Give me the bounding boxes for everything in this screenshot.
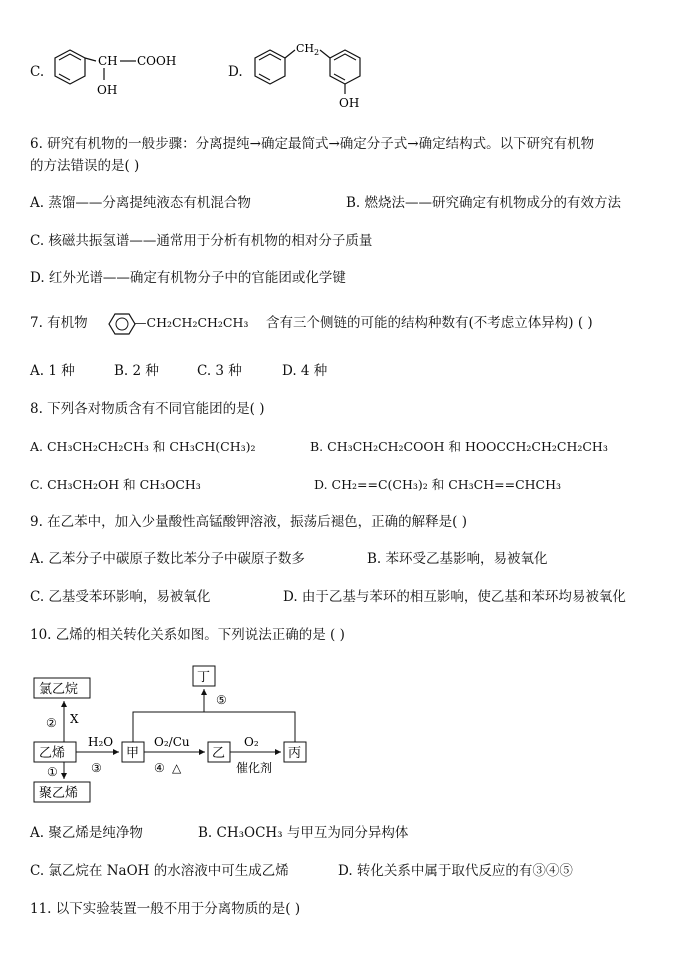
ding-label: 丁 xyxy=(197,670,211,685)
heat-label: △ xyxy=(172,761,182,775)
q7-stem-suffix: 含有三个侧链的可能的结构种数有(不考虑立体异构) ( ) xyxy=(266,315,593,331)
mandelic-acid-structure xyxy=(50,38,190,100)
step2-label: ② xyxy=(46,716,57,730)
ch2-label: $CH_2$ xyxy=(296,42,320,57)
q6-stem-line1: 6. 研究有机物的一般步骤：分离提纯→确定最简式→确定分子式→确定结构式。以下研究有机物 xyxy=(30,136,595,152)
q8-option-b: B. CH₃CH₂CH₂COOH 和 HOOCCH₂CH₂CH₂CH₃ xyxy=(310,439,608,454)
option-label: C. xyxy=(30,64,45,80)
q8-option-d: D. CH₂==C(CH₃)₂ 和 CH₃CH==CHCH₃ xyxy=(314,477,562,492)
o2-label: O₂ xyxy=(244,735,259,749)
q10-stem: 10. 乙烯的相关转化关系如图。下列说法正确的是 ( ) xyxy=(30,627,345,643)
q7-option-a: A. 1 种 xyxy=(30,363,75,379)
q6-option-c: C. 核磁共振氢谱——通常用于分析有机物的相对分子质量 xyxy=(30,233,373,249)
h2o-label: H₂O xyxy=(88,735,114,749)
step4-label: ④ xyxy=(154,761,165,775)
ch-label: CH xyxy=(98,54,118,68)
step3-label: ③ xyxy=(91,761,102,775)
q11-stem: 11. 以下实验装置一般不用于分离物质的是( ) xyxy=(30,901,301,917)
option-label: D. xyxy=(228,64,243,80)
polyethylene-label: 聚乙烯 xyxy=(39,786,79,801)
q6-option-b: B. 燃烧法——研究确定有机物成分的有效方法 xyxy=(346,195,622,211)
q7-side-chain: —CH₂CH₂CH₂CH₃ xyxy=(134,315,249,330)
q6-stem-line2: 的方法错误的是( ) xyxy=(30,158,140,174)
oh-label: OH xyxy=(339,96,360,110)
q9-option-c: C. 乙基受苯环影响，易被氧化 xyxy=(30,589,211,605)
o2-cu-label: O₂/Cu xyxy=(154,735,190,749)
benzylphenol-structure xyxy=(250,34,390,112)
q10-option-a: A. 聚乙烯是纯净物 xyxy=(30,825,143,841)
ethylene-label: 乙烯 xyxy=(39,746,66,761)
q8-stem: 8. 下列各对物质含有不同官能团的是( ) xyxy=(30,401,265,417)
q10-option-b: B. CH₃OCH₃ 与甲互为同分异构体 xyxy=(198,825,409,841)
q9-option-d: D. 由于乙基与苯环的相互影响，使乙基和苯环均易被氧化 xyxy=(283,589,626,605)
q6-option-d: D. 红外光谱——确定有机物分子中的官能团或化学键 xyxy=(30,270,346,286)
q7-option-d: D. 4 种 xyxy=(282,363,328,379)
q7-option-b: B. 2 种 xyxy=(114,363,159,379)
q6-option-a: A. 蒸馏——分离提纯液态有机混合物 xyxy=(30,195,251,211)
yi-label: 乙 xyxy=(212,746,226,761)
reagent-x-label: X xyxy=(70,712,79,726)
q10-option-d: D. 转化关系中属于取代反应的有③④⑤ xyxy=(338,863,573,879)
step5-label: ⑤ xyxy=(216,693,227,707)
chloroethane-label: 氯乙烷 xyxy=(39,682,79,697)
q8-option-a: A. CH₃CH₂CH₂CH₃ 和 CH₃CH(CH₃)₂ xyxy=(30,439,256,454)
catalyst-label: 催化剂 xyxy=(236,761,273,775)
q7-option-c: C. 3 种 xyxy=(197,363,242,379)
oh-label: OH xyxy=(97,83,118,97)
q10-option-c: C. 氯乙烷在 NaOH 的水溶液中可生成乙烯 xyxy=(30,863,289,879)
q9-option-a: A. 乙苯分子中碳原子数比苯分子中碳原子数多 xyxy=(30,551,305,567)
q8-option-c: C. CH₃CH₂OH 和 CH₃OCH₃ xyxy=(30,477,201,492)
q7-prefix: 7. 有机物 xyxy=(30,315,88,331)
q9-stem: 9. 在乙苯中，加入少量酸性高锰酸钾溶液，振荡后褪色，正确的解释是( ) xyxy=(30,514,467,530)
ethylene-conversion-diagram xyxy=(30,660,330,808)
jia-label: 甲 xyxy=(126,746,140,761)
step1-label: ① xyxy=(47,765,58,779)
bing-label: 丙 xyxy=(288,746,302,761)
cooh-label: COOH xyxy=(137,54,177,68)
q9-option-b: B. 苯环受乙基影响，易被氧化 xyxy=(367,551,548,567)
